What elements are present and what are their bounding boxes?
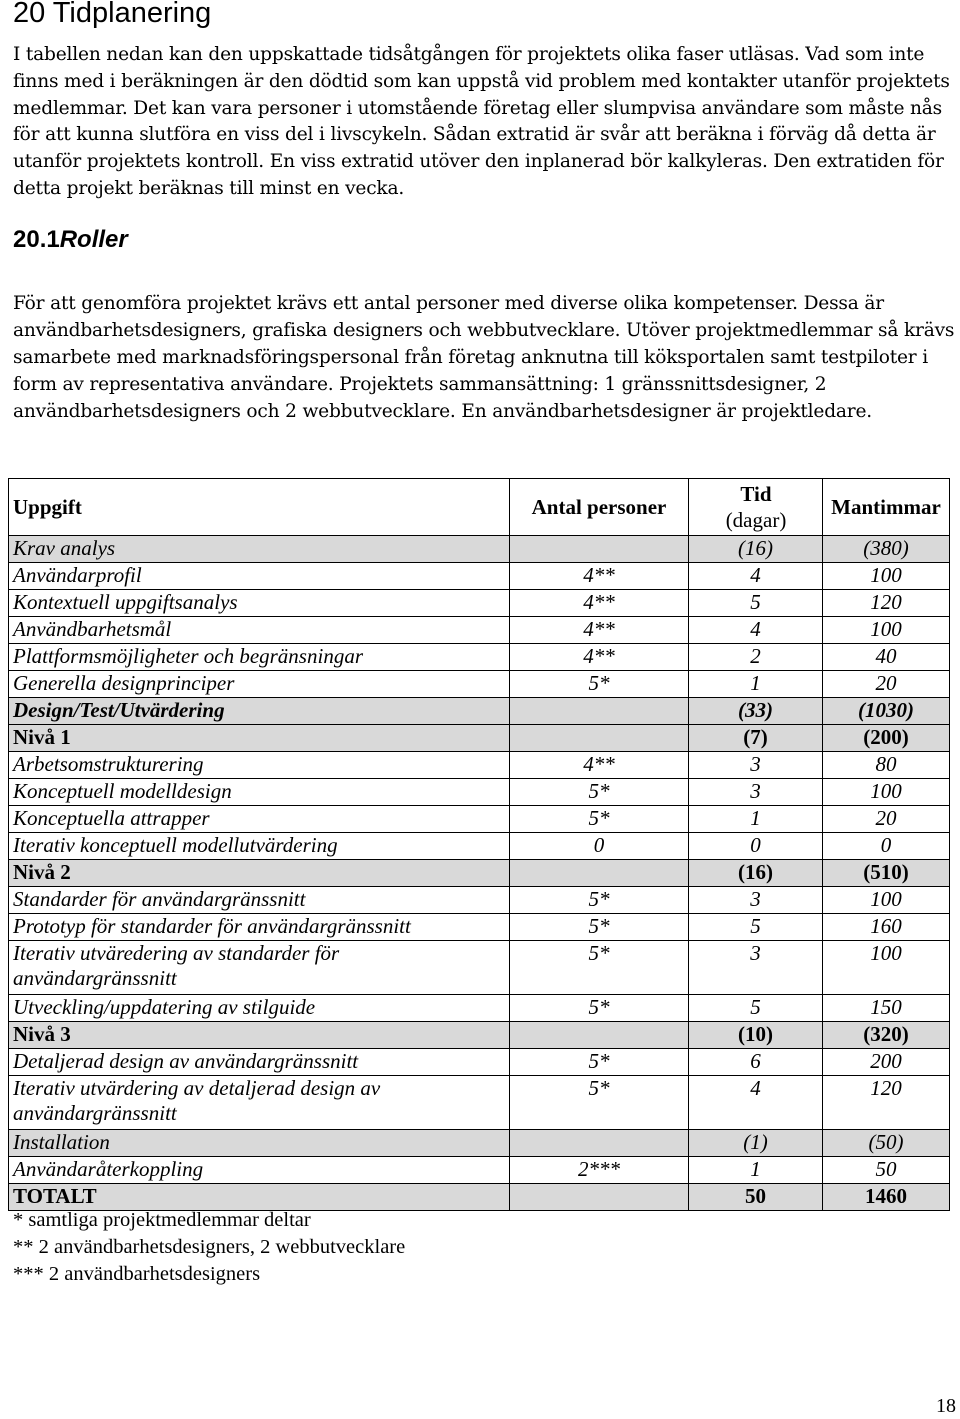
- cell-persons: 5*: [510, 1076, 689, 1130]
- cell-persons: 4**: [510, 644, 689, 671]
- header-time: [689, 479, 823, 536]
- cell-persons: 5*: [510, 779, 689, 806]
- cell-hours: (50): [823, 1130, 950, 1157]
- cell-persons: 4**: [510, 752, 689, 779]
- footnote: ** 2 användbarhetsdesigners, 2 webbutvecklare: [13, 1236, 406, 1258]
- cell-task: Plattformsmöjligheter och begränsningar: [9, 644, 510, 671]
- cell-task: Iterativ utvärdering av detaljerad design av användargränssnitt: [9, 1076, 510, 1130]
- cell-days: (1): [689, 1130, 823, 1157]
- table-row: [9, 698, 950, 725]
- cell-days: 3: [689, 941, 823, 995]
- table-row: [9, 536, 950, 563]
- cell-hours: (200): [823, 725, 950, 752]
- cell-hours: 100: [823, 941, 950, 995]
- cell-persons: [510, 698, 689, 725]
- cell-days: 5: [689, 995, 823, 1022]
- cell-days: 3: [689, 887, 823, 914]
- cell-persons: 4**: [510, 617, 689, 644]
- cell-persons: 5*: [510, 806, 689, 833]
- cell-days: 2: [689, 644, 823, 671]
- cell-persons: [510, 725, 689, 752]
- cell-hours: 160: [823, 914, 950, 941]
- cell-persons: [510, 860, 689, 887]
- cell-hours: 20: [823, 671, 950, 698]
- table-row: [9, 995, 950, 1022]
- footnotes: [13, 1207, 405, 1288]
- roles-paragraph: För att genomföra projektet krävs ett antal personer med diverse olika kompetenser. Dessa är användbarhetsdesigners, grafiska designers och webbutvecklare. Utöver projektmedlemmar så krävs samarbete med marknadsföringspersonal från företag anknutna till köksportalen samt testpiloter i form av representativa användare. Projektets sammansättning: 1 gränssnittsdesigner, 2 användbarhetsdesigners och 2 webbutvecklare. En användbarhetsdesigner är projektledare.: [13, 293, 955, 422]
- cell-persons: [510, 536, 689, 563]
- table-row: [9, 779, 950, 806]
- page-number: 18: [936, 1395, 956, 1417]
- cell-days: (16): [689, 860, 823, 887]
- cell-days: (7): [689, 725, 823, 752]
- cell-task: Generella designprinciper: [9, 671, 510, 698]
- cell-persons: 5*: [510, 995, 689, 1022]
- time-plan-table: [8, 478, 950, 1211]
- table-row: [9, 1049, 950, 1076]
- table-row: [9, 1130, 950, 1157]
- table-row: [9, 914, 950, 941]
- cell-persons: 5*: [510, 914, 689, 941]
- cell-persons: 4**: [510, 563, 689, 590]
- cell-task: Krav analys: [9, 536, 510, 563]
- cell-days: 6: [689, 1049, 823, 1076]
- table-row: [9, 1076, 950, 1130]
- cell-task: Installation: [9, 1130, 510, 1157]
- table-row: [9, 1022, 950, 1049]
- cell-days: 1: [689, 806, 823, 833]
- header-time-line1: Tid: [740, 482, 772, 506]
- header-task: Uppgift: [9, 479, 510, 536]
- header-time-line2: (dagar): [725, 508, 787, 532]
- table-row: [9, 860, 950, 887]
- cell-persons: 5*: [510, 941, 689, 995]
- table-row: [9, 806, 950, 833]
- cell-days: 5: [689, 590, 823, 617]
- cell-days: 1: [689, 1157, 823, 1184]
- intro-paragraph: I tabellen nedan kan den uppskattade tidsåtgången för projektets olika faser utläsas. Vad som inte finns med i beräkningen är den dödtid som kan uppstå vid problem med kontakter utanför projektets medlemmar. Det kan vara personer i utomstående företag eller slumpvisa användare som måste nås för att kunna slutföra en viss del i livscykeln. Sådan extratid är svår att beräkna i förväg då detta är utanför projektets kontroll. En viss extratid utöver den inplanerad bör kalkyleras. Den extratiden för detta projekt beräknas till minst en vecka.: [13, 44, 950, 199]
- cell-hours: 50: [823, 1157, 950, 1184]
- footnote: *** 2 användbarhetsdesigners: [13, 1263, 261, 1285]
- cell-hours: 120: [823, 590, 950, 617]
- section-heading: 20 Tidplanering: [13, 0, 212, 29]
- cell-task: Användbarhetsmål: [9, 617, 510, 644]
- table-row: [9, 671, 950, 698]
- cell-hours: (380): [823, 536, 950, 563]
- cell-days: 3: [689, 752, 823, 779]
- table-row: [9, 617, 950, 644]
- cell-days: 5: [689, 914, 823, 941]
- cell-persons: 5*: [510, 887, 689, 914]
- cell-task: Prototyp för standarder för användargränssnitt: [9, 914, 510, 941]
- cell-task: Iterativ konceptuell modellutvärdering: [9, 833, 510, 860]
- cell-days: 4: [689, 617, 823, 644]
- subsection-heading: [13, 226, 128, 254]
- cell-days: 0: [689, 833, 823, 860]
- cell-hours: (510): [823, 860, 950, 887]
- cell-persons: 4**: [510, 590, 689, 617]
- cell-persons: 5*: [510, 671, 689, 698]
- cell-persons: 5*: [510, 1049, 689, 1076]
- cell-task: Utveckling/uppdatering av stilguide: [9, 995, 510, 1022]
- table-row: [9, 752, 950, 779]
- cell-task: Användaråterkoppling: [9, 1157, 510, 1184]
- cell-days: (33): [689, 698, 823, 725]
- cell-task: Nivå 3: [9, 1022, 510, 1049]
- cell-days: (10): [689, 1022, 823, 1049]
- cell-task: Iterativ utväredering av standarder för användargränssnitt: [9, 941, 510, 995]
- cell-task: Nivå 1: [9, 725, 510, 752]
- cell-hours: 80: [823, 752, 950, 779]
- cell-days: 3: [689, 779, 823, 806]
- cell-days: 4: [689, 563, 823, 590]
- cell-task: Arbetsomstrukturering: [9, 752, 510, 779]
- cell-task: Standarder för användargränssnitt: [9, 887, 510, 914]
- cell-task: Nivå 2: [9, 860, 510, 887]
- cell-hours: 100: [823, 617, 950, 644]
- subsection-number: 20.1: [13, 226, 60, 253]
- header-persons: Antal personer: [510, 479, 689, 536]
- cell-task: Konceptuella attrapper: [9, 806, 510, 833]
- subsection-title: Roller: [59, 226, 128, 253]
- cell-persons: [510, 1184, 689, 1211]
- cell-days: 50: [689, 1184, 823, 1211]
- cell-hours: 1460: [823, 1184, 950, 1211]
- cell-days: 4: [689, 1076, 823, 1130]
- cell-hours: 150: [823, 995, 950, 1022]
- table-row: [9, 941, 950, 995]
- cell-task: Kontextuell uppgiftsanalys: [9, 590, 510, 617]
- cell-task: TOTALT: [9, 1184, 510, 1211]
- cell-persons: 0: [510, 833, 689, 860]
- cell-hours: (1030): [823, 698, 950, 725]
- cell-days: (16): [689, 536, 823, 563]
- cell-hours: 100: [823, 887, 950, 914]
- cell-hours: 120: [823, 1076, 950, 1130]
- table-header-row: [9, 479, 950, 536]
- cell-hours: 200: [823, 1049, 950, 1076]
- cell-hours: 100: [823, 779, 950, 806]
- footnote: * samtliga projektmedlemmar deltar: [13, 1209, 311, 1231]
- cell-task: Användarprofil: [9, 563, 510, 590]
- cell-days: 1: [689, 671, 823, 698]
- table-row: [9, 725, 950, 752]
- cell-hours: 20: [823, 806, 950, 833]
- cell-persons: [510, 1130, 689, 1157]
- cell-hours: 40: [823, 644, 950, 671]
- cell-hours: 100: [823, 563, 950, 590]
- table-row: [9, 590, 950, 617]
- table-row: [9, 563, 950, 590]
- cell-task: Detaljerad design av användargränssnitt: [9, 1049, 510, 1076]
- table-row: [9, 644, 950, 671]
- cell-task: Design/Test/Utvärdering: [9, 698, 510, 725]
- header-hours: Mantimmar: [823, 479, 950, 536]
- table-row: [9, 887, 950, 914]
- cell-hours: (320): [823, 1022, 950, 1049]
- cell-persons: 2***: [510, 1157, 689, 1184]
- cell-persons: [510, 1022, 689, 1049]
- table-row: [9, 833, 950, 860]
- table-row: [9, 1157, 950, 1184]
- cell-task: Konceptuell modelldesign: [9, 779, 510, 806]
- cell-hours: 0: [823, 833, 950, 860]
